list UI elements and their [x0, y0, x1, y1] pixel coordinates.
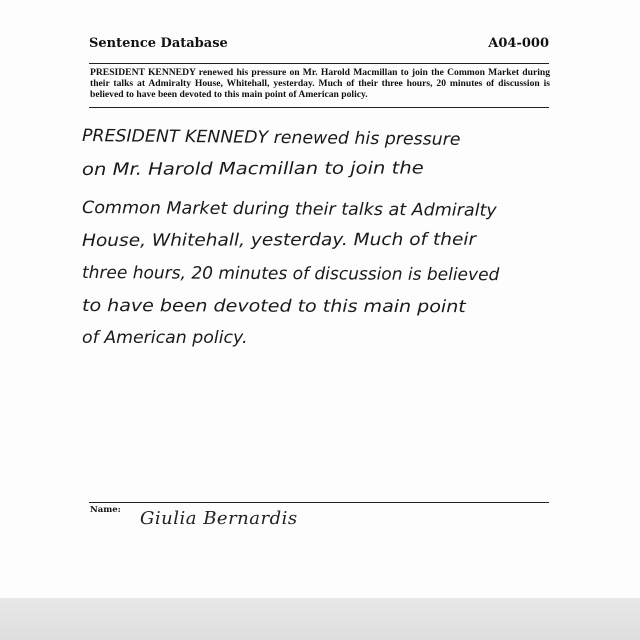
name-label: Name:	[90, 505, 121, 515]
form-header	[89, 36, 549, 56]
handwritten-line: on Mr. Harold Macmillan to join the	[81, 158, 424, 180]
handwritten-line: PRESIDENT KENNEDY renewed his pressure	[81, 126, 461, 150]
handwritten-line: of American policy.	[82, 328, 248, 348]
header-rule-bottom	[89, 107, 549, 108]
printed-prompt-text: PRESIDENT KENNEDY renewed his pressure on Mr. Harold Macmillan to join the Common Market during their talks at Admiralty House, Whitehall, yesterday. Much of their three hours, 20 minutes of discussion is believed to have been devoted to this main point of American policy.	[90, 67, 550, 100]
handwritten-line: three hours, 20 minutes of discussion is believed	[81, 263, 500, 286]
signature	[140, 508, 298, 529]
form-id: A04-000	[488, 36, 549, 51]
signature-text: Giulia Bernardis	[140, 508, 298, 529]
handwritten-line: to have been devoted to this main point	[81, 296, 466, 318]
scan-bottom-edge	[0, 598, 640, 640]
handwritten-line: Common Market during their talks at Admiralty	[81, 198, 497, 221]
database-title: Sentence Database	[89, 36, 228, 51]
handwritten-line: House, Whitehall, yesterday. Much of their	[81, 229, 477, 251]
name-rule	[89, 502, 549, 503]
header-rule-top	[89, 63, 549, 64]
